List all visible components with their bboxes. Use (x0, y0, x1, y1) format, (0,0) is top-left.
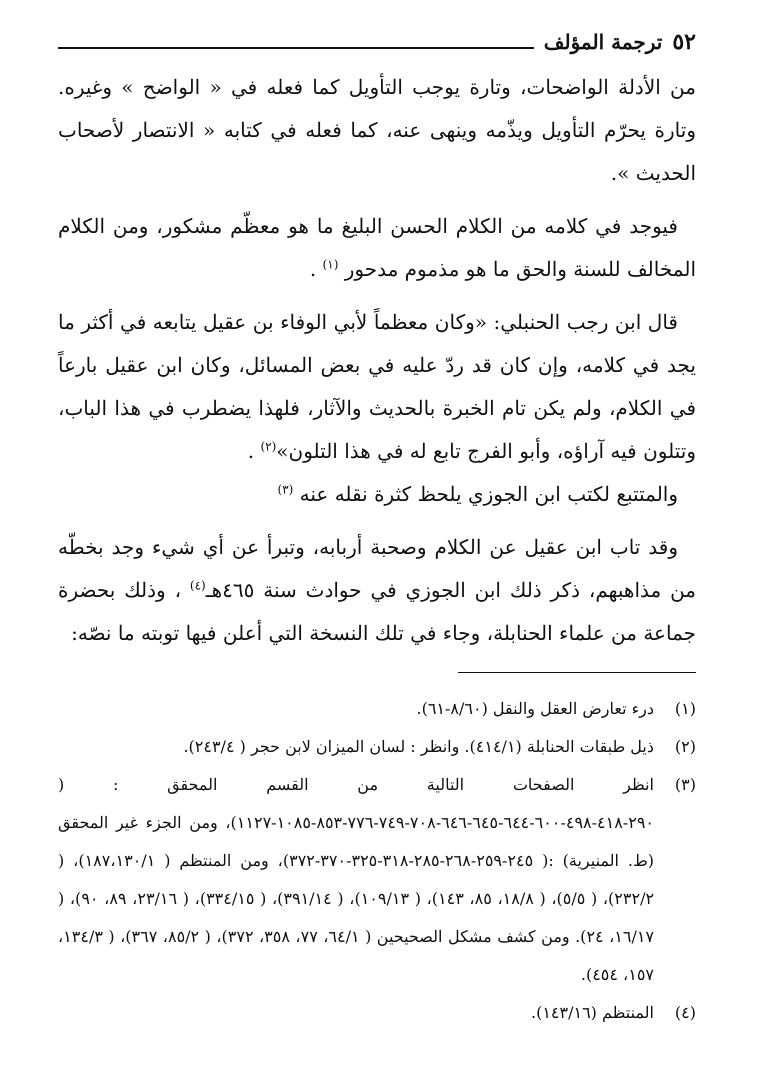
paragraph-end: . (309, 257, 323, 281)
paragraph-text: قال ابن رجب الحنبلي: «وكان معظماً لأبي الوفاء بن عقيل يتابعه في أكثر ما يجد في كلامه، وإن كان قد ردّ عليه في بعض المسائل، وكان ابن عقيل بارعاً في الكلام، ولم يكن تام الخبرة بالحديث والآثار، فلهذا يضطرب في هذا الباب، وتتلون فيه آراؤه، وأبو الفرج تابع له في هذا التلون» (58, 310, 696, 463)
footnote (58, 994, 696, 1032)
paragraph (58, 205, 696, 291)
footnotes (58, 690, 696, 1032)
running-title: ترجمة المؤلف (543, 30, 663, 54)
page-number: ٥٢ (672, 29, 696, 55)
footnote (58, 690, 696, 728)
paragraph (58, 301, 696, 473)
footnote-ref[interactable]: (٣) (277, 482, 294, 497)
footnote (58, 766, 696, 994)
paragraph (58, 473, 696, 516)
page-header (58, 22, 696, 56)
paragraph-text: والمتتبع لكتب ابن الجوزي يلحظ كثرة نقله عنه (299, 482, 678, 506)
paragraph-text: فيوجد في كلامه من الكلام الحسن البليغ ما هو معظّم مشكور، ومن الكلام المخالف للسنة والحق ما هو مذموم مدحور (58, 214, 696, 281)
paragraph-text: من الأدلة الواضحات، وتارة يوجب التأويل كما فعله في « الواضح » وغيره. وتارة يحرّم التأويل ويذّمه وينهى عنه، كما فعله في كتابه « الانتصار لأصحاب الحديث ». (58, 75, 696, 185)
footnote-number: (٢) (674, 737, 696, 756)
footnote-text: المنتظم (١٤٣/١٦). (530, 1003, 654, 1022)
footnote-separator (458, 672, 696, 673)
footnote-text: درء تعارض العقل والنقل (٨/٦٠-٦١). (416, 699, 654, 718)
paragraph-text: وقد تاب ابن عقيل عن الكلام وصحبة أربابه، وتبرأ عن أي شيء وجد بخطّه من مذاهبهم، ذكر ذلك ابن الجوزي في حوادث سنة ٤٦٥هـ (58, 535, 697, 602)
paragraph-end: . (247, 439, 261, 463)
paragraph-text: ، وذلك بحضرة جماعة من علماء الحنابلة، وجاء في تلك النسخة التي أعلن فيها توبته ما نصّه: (58, 578, 696, 645)
footnote-ref[interactable]: (٤) (189, 578, 206, 593)
footnote-number: (١) (674, 699, 696, 718)
footnote-text: انظر الصفحات التالية من القسم المحقق : ( ٢٩٠-٤١٨-٤٩٨-٦٠٠-٦٤٤-٦٤٥-٦٤٦-٧٠٨-٧٤٩-٧٧٦-٨٥٣-١٠٨٥-١١٢٧)، ومن الجزء غير المحقق (ط. المنيرية) :( ٢٤٥-٢٥٩-٢٦٨-٢٨٥-٣١٨-٣٢٥-٣٧٠-٣٧٢)، ومن المنتظم ( ١٨٧،١٣٠/١)، ( ٢٣٢/٢)، ( ٥/٥)، ( ١٨/٨، ٨٥، ١٤٣)، ( ١٠٩/١٣)، ( ٣٩١/١٤)، ( ٣٣٤/١٥)، ( ٢٣/١٦، ٨٩، ٩٠)، ( ١٦/١٧، ٢٤). ومن كشف مشكل الصحيحين ( ٦٤/١، ٧٧، ٣٥٨، ٣٧٢)، ( ٨٥/٢، ٣٦٧)، ( ١٣٤/٣، ١٥٧، ٤٥٤). (58, 775, 655, 984)
footnote-text: ذيل طبقات الحنابلة (٤١٤/١). وانظر : لسان الميزان لابن حجر ( ٢٤٣/٤). (183, 737, 654, 756)
footnote-number: (٣) (674, 775, 696, 794)
header-rule (58, 47, 534, 49)
paragraph (58, 66, 696, 195)
main-text (58, 66, 696, 655)
footnote-ref[interactable]: (٢) (260, 439, 277, 454)
paragraph (58, 526, 696, 655)
footnote-number: (٤) (674, 1003, 696, 1022)
footnote-ref[interactable]: (١) (322, 257, 339, 272)
footnote (58, 728, 696, 766)
